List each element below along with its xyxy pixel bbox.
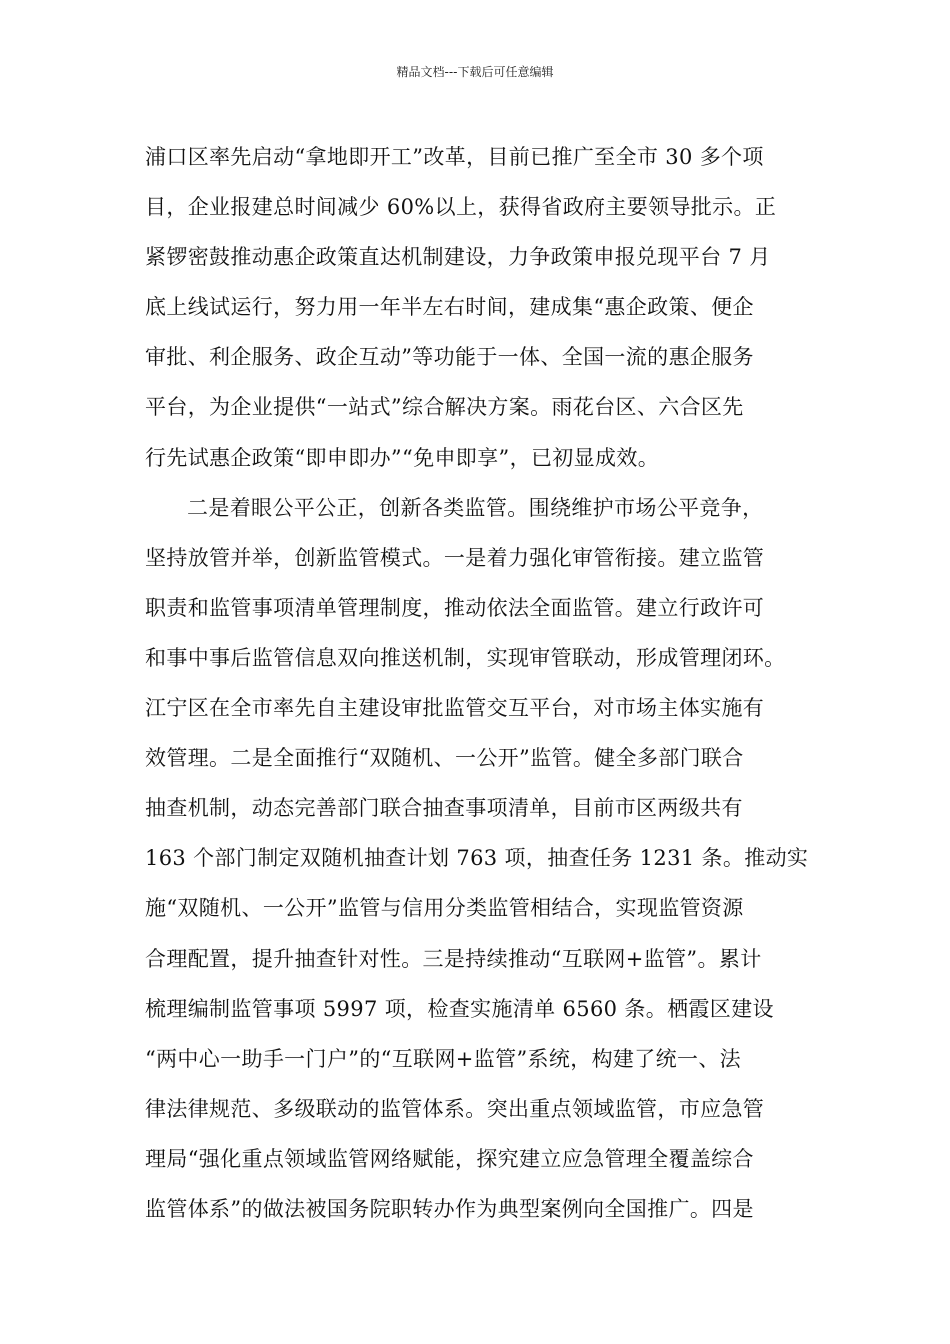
text-line: 理局“强化重点领域监管网络赋能，探究建立应急管理全覆盖综合 bbox=[145, 1146, 754, 1171]
text-line: 施“双随机、一公开”监管与信用分类监管相结合，实现监管资源 bbox=[145, 896, 744, 921]
paragraph-start-line: 二是着眼公平公正，创新各类监管。围绕维护市场公平竞争， bbox=[187, 495, 764, 520]
header-text: 精品文档---下载后可任意编辑 bbox=[396, 65, 554, 79]
text-line: 163 个部门制定双随机抽查计划 763 项，抽查任务 1231 条。推动实 bbox=[145, 846, 809, 871]
text-line: 梳理编制监管事项 5997 项，检查实施清单 6560 条。栖霞区建设 bbox=[145, 996, 774, 1021]
text-line: 监管体系”的做法被国务院职转办作为典型案例向全国推广。四是 bbox=[145, 1196, 754, 1221]
text-line: 职责和监管事项清单管理制度，推动依法全面监管。建立行政许可 bbox=[145, 595, 765, 620]
text-line: 目，企业报建总时间减少 60%以上，获得省政府主要领导批示。正 bbox=[145, 195, 777, 220]
text-line: 律法律规范、多级联动的监管体系。突出重点领域监管，市应急管 bbox=[145, 1096, 765, 1121]
text-line: 抽查机制，动态完善部门联合抽查事项清单，目前市区两级共有 bbox=[145, 796, 743, 821]
page-header bbox=[0, 64, 950, 80]
text-line: 坚持放管并举，创新监管模式。一是着力强化审管衔接。建立监管 bbox=[145, 545, 765, 570]
text-line: 行先试惠企政策“即申即办”“免申即享”，已初显成效。 bbox=[145, 445, 660, 470]
text-line: 平台，为企业提供“一站式”综合解决方案。雨花台区、六合区先 bbox=[145, 395, 744, 420]
text-line: 紧锣密鼓推动惠企政策直达机制建设，力争政策申报兑现平台 7 月 bbox=[145, 245, 771, 270]
text-line: 效管理。二是全面推行“双随机、一公开”监管。健全多部门联合 bbox=[145, 746, 744, 771]
text-line: 和事中事后监管信息双向推送机制，实现审管联动，形成管理闭环。 bbox=[145, 645, 786, 670]
document-body bbox=[145, 132, 815, 1234]
text-line: 审批、利企服务、政企互动”等功能于一体、全国一流的惠企服务 bbox=[145, 345, 754, 370]
text-line: “两中心一助手一门户”的“互联网+监管”系统，构建了统一、法 bbox=[145, 1046, 742, 1071]
text-line: 江宁区在全市率先自主建设审批监管交互平台，对市场主体实施有 bbox=[145, 696, 765, 721]
text-line: 底上线试运行，努力用一年半左右时间，建成集“惠企政策、便企 bbox=[145, 295, 754, 320]
text-line: 合理配置，提升抽查针对性。三是持续推动“互联网+监管”。累计 bbox=[145, 946, 762, 971]
text-line: 浦口区率先启动“拿地即开工”改革，目前已推广至全市 30 多个项 bbox=[145, 145, 764, 169]
